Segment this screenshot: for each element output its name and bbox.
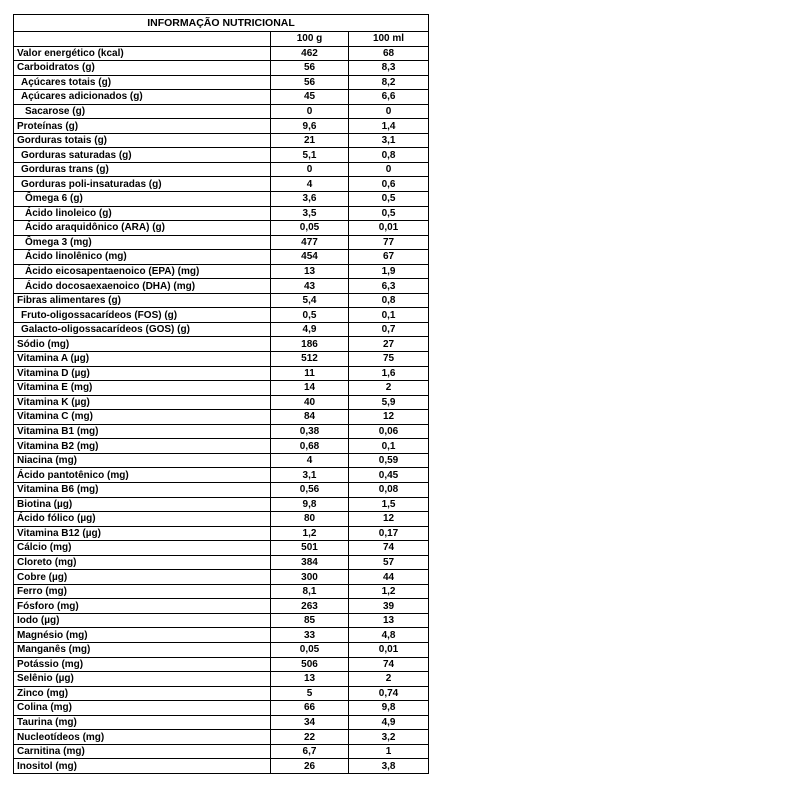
nutrient-name: Ácido linoleico (g) [14, 206, 271, 221]
table-row [14, 119, 429, 134]
nutrient-name: Iodo (µg) [14, 613, 271, 628]
value-per-100ml: 1,6 [349, 366, 429, 381]
value-per-100g: 5,1 [271, 148, 349, 163]
nutrient-name: Vitamina B6 (mg) [14, 482, 271, 497]
value-per-100g: 4 [271, 453, 349, 468]
value-per-100ml: 39 [349, 599, 429, 614]
table-title: INFORMAÇÃO NUTRICIONAL [14, 15, 429, 32]
value-per-100g: 454 [271, 250, 349, 265]
table-row [14, 642, 429, 657]
value-per-100g: 3,6 [271, 192, 349, 207]
value-per-100ml: 6,6 [349, 90, 429, 105]
value-per-100ml: 1 [349, 744, 429, 759]
value-per-100g: 80 [271, 512, 349, 527]
value-per-100ml: 0,59 [349, 453, 429, 468]
value-per-100ml: 27 [349, 337, 429, 352]
value-per-100ml: 0,7 [349, 322, 429, 337]
table-row [14, 264, 429, 279]
table-row [14, 177, 429, 192]
value-per-100ml: 0,06 [349, 424, 429, 439]
value-per-100g: 66 [271, 701, 349, 716]
table-row [14, 75, 429, 90]
nutrient-name: Magnésio (mg) [14, 628, 271, 643]
nutrient-name: Vitamina B1 (mg) [14, 424, 271, 439]
table-row [14, 468, 429, 483]
table-row [14, 293, 429, 308]
value-per-100ml: 0 [349, 104, 429, 119]
nutrient-name: Ferro (mg) [14, 584, 271, 599]
table-row [14, 133, 429, 148]
table-row [14, 61, 429, 76]
value-per-100g: 501 [271, 541, 349, 556]
nutrient-name: Manganês (mg) [14, 642, 271, 657]
value-per-100ml: 0,74 [349, 686, 429, 701]
value-per-100ml: 74 [349, 657, 429, 672]
nutrient-name: Açúcares adicionados (g) [14, 90, 271, 105]
nutrient-name: Vitamina E (mg) [14, 381, 271, 396]
nutrient-name: Gorduras poli-insaturadas (g) [14, 177, 271, 192]
value-per-100g: 0,38 [271, 424, 349, 439]
value-per-100g: 477 [271, 235, 349, 250]
table-row [14, 395, 429, 410]
value-per-100ml: 0,17 [349, 526, 429, 541]
table-body [14, 46, 429, 773]
table-row [14, 759, 429, 774]
table-row [14, 599, 429, 614]
value-per-100g: 0,05 [271, 642, 349, 657]
table-row [14, 46, 429, 61]
nutrient-name: Vitamina B2 (mg) [14, 439, 271, 454]
table-row [14, 584, 429, 599]
value-per-100ml: 1,4 [349, 119, 429, 134]
table-row [14, 250, 429, 265]
table-row [14, 235, 429, 250]
nutrient-name: Nucleotídeos (mg) [14, 730, 271, 745]
value-per-100g: 4,9 [271, 322, 349, 337]
nutrient-name: Ácido pantotênico (mg) [14, 468, 271, 483]
nutrient-name: Biotina (µg) [14, 497, 271, 512]
table-row [14, 148, 429, 163]
value-per-100g: 300 [271, 570, 349, 585]
value-per-100ml: 4,8 [349, 628, 429, 643]
table-row [14, 439, 429, 454]
table-title-row [14, 15, 429, 32]
value-per-100ml: 74 [349, 541, 429, 556]
nutrient-name: Proteínas (g) [14, 119, 271, 134]
table-row [14, 715, 429, 730]
value-per-100g: 8,1 [271, 584, 349, 599]
nutrient-name: Vitamina D (µg) [14, 366, 271, 381]
value-per-100ml: 3,1 [349, 133, 429, 148]
nutrient-name: Zinco (mg) [14, 686, 271, 701]
nutrient-name: Valor energético (kcal) [14, 46, 271, 61]
value-per-100ml: 0,5 [349, 206, 429, 221]
value-per-100g: 40 [271, 395, 349, 410]
value-per-100g: 0,68 [271, 439, 349, 454]
column-header-per-100ml: 100 ml [349, 32, 429, 47]
value-per-100ml: 4,9 [349, 715, 429, 730]
value-per-100g: 186 [271, 337, 349, 352]
value-per-100ml: 0,6 [349, 177, 429, 192]
value-per-100ml: 8,3 [349, 61, 429, 76]
nutrient-name: Ácido docosaexaenoico (DHA) (mg) [14, 279, 271, 294]
nutrient-name: Cálcio (mg) [14, 541, 271, 556]
column-header-per-100g: 100 g [271, 32, 349, 47]
nutrient-name: Gorduras trans (g) [14, 162, 271, 177]
value-per-100g: 1,2 [271, 526, 349, 541]
value-per-100g: 56 [271, 61, 349, 76]
value-per-100g: 56 [271, 75, 349, 90]
value-per-100g: 45 [271, 90, 349, 105]
value-per-100ml: 0,5 [349, 192, 429, 207]
table-row [14, 322, 429, 337]
value-per-100g: 85 [271, 613, 349, 628]
nutrient-name: Inositol (mg) [14, 759, 271, 774]
table-row [14, 192, 429, 207]
nutrient-name: Potássio (mg) [14, 657, 271, 672]
value-per-100g: 5,4 [271, 293, 349, 308]
column-header-nutrient [14, 32, 271, 47]
value-per-100g: 13 [271, 672, 349, 687]
table-row [14, 453, 429, 468]
value-per-100ml: 12 [349, 512, 429, 527]
table-row [14, 337, 429, 352]
table-row [14, 366, 429, 381]
table-row [14, 730, 429, 745]
value-per-100ml: 1,2 [349, 584, 429, 599]
value-per-100ml: 0,01 [349, 642, 429, 657]
column-header-row [14, 32, 429, 47]
value-per-100ml: 9,8 [349, 701, 429, 716]
table-row [14, 482, 429, 497]
value-per-100ml: 1,5 [349, 497, 429, 512]
value-per-100g: 22 [271, 730, 349, 745]
value-per-100ml: 1,9 [349, 264, 429, 279]
value-per-100g: 512 [271, 352, 349, 367]
table-row [14, 657, 429, 672]
value-per-100ml: 44 [349, 570, 429, 585]
value-per-100g: 384 [271, 555, 349, 570]
nutrient-name: Colina (mg) [14, 701, 271, 716]
value-per-100ml: 3,2 [349, 730, 429, 745]
table-row [14, 352, 429, 367]
value-per-100ml: 2 [349, 381, 429, 396]
value-per-100ml: 0,1 [349, 439, 429, 454]
value-per-100g: 33 [271, 628, 349, 643]
nutrition-facts-table [13, 14, 429, 774]
nutrient-name: Vitamina K (µg) [14, 395, 271, 410]
table-row [14, 512, 429, 527]
nutrient-name: Ácido eicosapentaenoico (EPA) (mg) [14, 264, 271, 279]
nutrient-name: Galacto-oligossacarídeos (GOS) (g) [14, 322, 271, 337]
nutrient-name: Gorduras saturadas (g) [14, 148, 271, 163]
nutrient-name: Cloreto (mg) [14, 555, 271, 570]
table-row [14, 308, 429, 323]
nutrient-name: Ômega 3 (mg) [14, 235, 271, 250]
nutrient-name: Carnitina (mg) [14, 744, 271, 759]
nutrient-name: Cobre (µg) [14, 570, 271, 585]
table-row [14, 206, 429, 221]
nutrient-name: Sódio (mg) [14, 337, 271, 352]
value-per-100ml: 68 [349, 46, 429, 61]
nutrient-name: Ômega 6 (g) [14, 192, 271, 207]
value-per-100ml: 0,8 [349, 293, 429, 308]
nutrient-name: Selênio (µg) [14, 672, 271, 687]
value-per-100g: 263 [271, 599, 349, 614]
nutrient-name: Vitamina B12 (µg) [14, 526, 271, 541]
table-row [14, 162, 429, 177]
table-row [14, 686, 429, 701]
table-row [14, 570, 429, 585]
table-row [14, 744, 429, 759]
table-row [14, 497, 429, 512]
value-per-100g: 11 [271, 366, 349, 381]
value-per-100g: 4 [271, 177, 349, 192]
value-per-100ml: 13 [349, 613, 429, 628]
value-per-100ml: 12 [349, 410, 429, 425]
nutrient-name: Fósforo (mg) [14, 599, 271, 614]
value-per-100ml: 57 [349, 555, 429, 570]
nutrient-name: Ácido araquidônico (ARA) (g) [14, 221, 271, 236]
value-per-100g: 3,5 [271, 206, 349, 221]
value-per-100g: 34 [271, 715, 349, 730]
nutrient-name: Sacarose (g) [14, 104, 271, 119]
table-row [14, 628, 429, 643]
value-per-100g: 9,8 [271, 497, 349, 512]
value-per-100ml: 0,45 [349, 468, 429, 483]
value-per-100g: 14 [271, 381, 349, 396]
table-row [14, 424, 429, 439]
nutrient-name: Gorduras totais (g) [14, 133, 271, 148]
table-row [14, 104, 429, 119]
value-per-100ml: 2 [349, 672, 429, 687]
value-per-100ml: 77 [349, 235, 429, 250]
value-per-100ml: 0,08 [349, 482, 429, 497]
table-row [14, 410, 429, 425]
table-row [14, 672, 429, 687]
nutrient-name: Fruto-oligossacarídeos (FOS) (g) [14, 308, 271, 323]
value-per-100g: 26 [271, 759, 349, 774]
value-per-100ml: 0,1 [349, 308, 429, 323]
table-row [14, 541, 429, 556]
value-per-100g: 0 [271, 104, 349, 119]
value-per-100g: 5 [271, 686, 349, 701]
value-per-100g: 43 [271, 279, 349, 294]
table-row [14, 613, 429, 628]
value-per-100ml: 5,9 [349, 395, 429, 410]
nutrient-name: Açúcares totais (g) [14, 75, 271, 90]
value-per-100g: 9,6 [271, 119, 349, 134]
value-per-100g: 506 [271, 657, 349, 672]
value-per-100g: 13 [271, 264, 349, 279]
nutrient-name: Carboidratos (g) [14, 61, 271, 76]
table-row [14, 221, 429, 236]
value-per-100ml: 8,2 [349, 75, 429, 90]
table-row [14, 526, 429, 541]
value-per-100g: 0 [271, 162, 349, 177]
value-per-100g: 3,1 [271, 468, 349, 483]
table-row [14, 381, 429, 396]
nutrient-name: Niacina (mg) [14, 453, 271, 468]
value-per-100g: 0,05 [271, 221, 349, 236]
value-per-100ml: 3,8 [349, 759, 429, 774]
nutrient-name: Vitamina C (mg) [14, 410, 271, 425]
nutrient-name: Fibras alimentares (g) [14, 293, 271, 308]
value-per-100g: 84 [271, 410, 349, 425]
value-per-100ml: 0,8 [349, 148, 429, 163]
value-per-100g: 462 [271, 46, 349, 61]
value-per-100g: 0,56 [271, 482, 349, 497]
table-row [14, 279, 429, 294]
value-per-100g: 21 [271, 133, 349, 148]
value-per-100g: 0,5 [271, 308, 349, 323]
table-row [14, 701, 429, 716]
value-per-100ml: 0,01 [349, 221, 429, 236]
nutrient-name: Ácido fólico (µg) [14, 512, 271, 527]
value-per-100g: 6,7 [271, 744, 349, 759]
nutrient-name: Vitamina A (µg) [14, 352, 271, 367]
value-per-100ml: 67 [349, 250, 429, 265]
nutrient-name: Ácido linolênico (mg) [14, 250, 271, 265]
value-per-100ml: 75 [349, 352, 429, 367]
nutrient-name: Taurina (mg) [14, 715, 271, 730]
table-row [14, 90, 429, 105]
value-per-100ml: 0 [349, 162, 429, 177]
table-row [14, 555, 429, 570]
value-per-100ml: 6,3 [349, 279, 429, 294]
